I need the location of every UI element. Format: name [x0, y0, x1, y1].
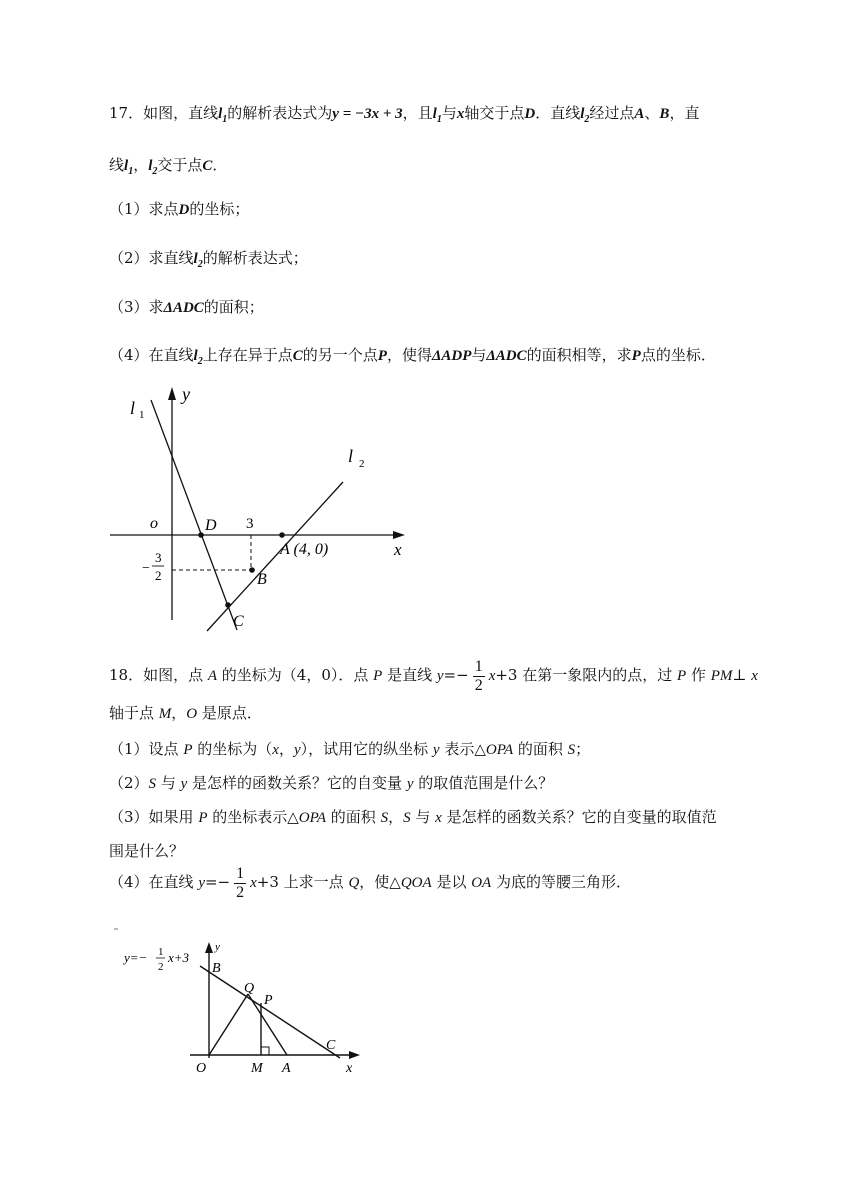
q17-label-B: B — [257, 571, 267, 588]
q18-right-angle-mark — [261, 1047, 269, 1055]
q18-label-eq-y: y=− — [124, 950, 148, 965]
q18-label-eq-rest: x+3 — [168, 950, 190, 965]
q18-label-eq-den: 2 — [158, 961, 164, 973]
q18-label-M: M — [251, 1061, 263, 1076]
q17-part-4: （4）在直线$l_2$上存在异于点C的另一个点P，使得ΔADP与ΔADC的面积相等，求P点的坐标． — [109, 346, 716, 367]
q18-label-x: x — [346, 1061, 353, 1076]
q18-y-axis-arrow — [205, 942, 213, 953]
q17-label-x: x — [394, 540, 402, 559]
q18-line-2: 轴于点 M，O 是原点． — [109, 704, 262, 722]
q18-part-3-cont: 围是什么？ — [109, 842, 185, 860]
q17-label-neg: − — [142, 561, 150, 576]
q17-label-y: y — [182, 384, 190, 404]
q18-fraction-1: $\frac{1}{2}$ — [474, 657, 483, 694]
q18-part-2: （2）S 与 y 是怎样的函数关系？它的自变量 y 的取值范围是什么？ — [109, 774, 554, 792]
q17-line-1: 17．如图，直线$l_1$的解析表达式为y = −3x + 3，且$l_1$与x轴交于点D．直线$l_2$经过点A、B，直 — [109, 104, 700, 125]
q17-label-D: D — [205, 517, 217, 534]
q17-label-frac-den: 2 — [155, 568, 162, 583]
q17-part-2: （2）求直线$l_2$的解析表达式； — [109, 249, 308, 270]
q17-label-3: 3 — [246, 516, 254, 532]
q18-x-axis-arrow — [349, 1051, 360, 1059]
q18-label-y: y — [215, 941, 220, 953]
q17-label-origin: o — [150, 515, 158, 532]
q18-label-Q: Q — [244, 981, 255, 996]
q18-part-3: （3）如果用 P 的坐标表示△OPA 的面积 S，S 与 x 是怎样的函数关系？它的自变量的取值范 — [109, 808, 717, 826]
q18-label-O: O — [196, 1061, 207, 1076]
q17-part-1: （1）求点D的坐标； — [109, 200, 250, 218]
q17-equation: y = −3x + 3 — [332, 106, 403, 122]
q18-label-A: A — [282, 1061, 291, 1076]
q17-label-l1: l — [130, 398, 136, 418]
q17-label-A: A (4, 0) — [280, 541, 329, 558]
q17-part-3: （3）求ΔADC的面积； — [109, 298, 264, 316]
q18-part-1: （1）设点 P 的坐标为（x，y），试用它的纵坐标 y 表示△OPA 的面积 S； — [109, 740, 591, 758]
q18-label-P: P — [264, 993, 273, 1008]
q17-label-l2-sub: 2 — [359, 458, 365, 470]
q18-label-eq-num: 1 — [158, 946, 164, 958]
q18-label-C: C — [326, 1038, 336, 1053]
q17-label-l1-sub: 1 — [139, 409, 145, 421]
q17-label-l2: l — [348, 446, 354, 466]
q18-line-BC — [200, 966, 340, 1058]
q18-line-1: 18．如图，点 A 的坐标为（4，0）．点 P 是直线 y=− $\frac{1}{2}$ x+3 在第一象限内的点，过 P 作 PM⊥ x — [109, 657, 758, 694]
q18-fraction-2: $\frac{1}{2}$ — [236, 864, 245, 901]
q17-label-frac-num: 3 — [155, 550, 162, 565]
q17-label-C: C — [233, 613, 244, 630]
q17-line-2: 线$l_1$，$l_2$交于点C． — [109, 156, 228, 177]
q18-part-4: （4）在直线 y=− $\frac{1}{2}$ x+3 上求一点 Q，使△QOA 是以 OA 为底的等腰三角形． — [109, 864, 631, 901]
q18-label-B: B — [212, 961, 221, 976]
q18-segment-OQ — [209, 994, 248, 1055]
